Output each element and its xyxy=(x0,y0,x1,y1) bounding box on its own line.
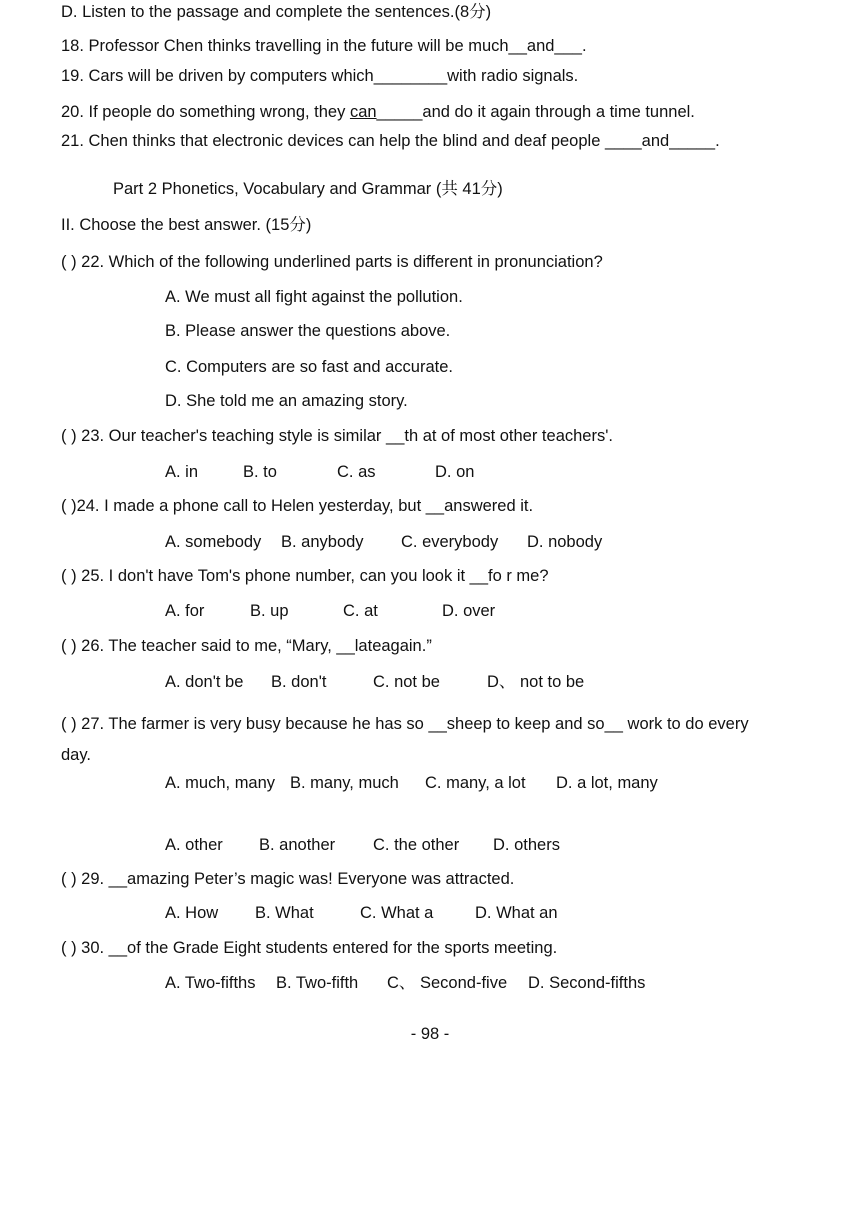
q22-option-a: A. We must all fight against the pollution. xyxy=(165,288,463,306)
question-25: ( ) 25. I don't have Tom's phone number, can you look it __fo r me? xyxy=(61,567,549,585)
question-29: ( ) 29. __amazing Peter’s magic was! Everyone was attracted. xyxy=(61,870,515,888)
q26-options xyxy=(165,672,584,692)
q26-option-b: B. don't xyxy=(271,673,327,691)
q30-option-b: B. Two-fifth xyxy=(276,974,359,992)
question-20 xyxy=(61,102,695,122)
q28-option-a: A. other xyxy=(165,836,223,854)
question-22: ( ) 22. Which of the following underlined parts is different in pronunciation? xyxy=(61,253,603,271)
q25-options xyxy=(165,601,495,621)
question-23: ( ) 23. Our teacher's teaching style is similar __th at of most other teachers'. xyxy=(61,427,613,445)
listening-section-header: D. Listen to the passage and complete the sentences.(8分) xyxy=(61,3,492,21)
q24-option-c: C. everybody xyxy=(401,533,499,551)
q29-option-b: B. What xyxy=(255,904,314,922)
q30-options xyxy=(165,973,645,993)
q20-after: _____and do it again through a time tunnel. xyxy=(376,103,695,121)
question-19: 19. Cars will be driven by computers which________with radio signals. xyxy=(61,67,579,85)
q25-option-d: D. over xyxy=(442,602,496,620)
question-27-line-1: ( ) 27. The farmer is very busy because he has so __sheep to keep and so__ work to do every xyxy=(61,715,749,733)
q30-option-c: C、 Second-five xyxy=(387,974,508,992)
q27-option-b: B. many, much xyxy=(290,774,399,792)
q24-option-a: A. somebody xyxy=(165,533,262,551)
q20-underlined: can xyxy=(349,103,377,121)
q29-option-a: A. How xyxy=(165,904,219,922)
question-26: ( ) 26. The teacher said to me, “Mary, __lateagain.” xyxy=(61,637,432,655)
q23-options xyxy=(165,462,474,482)
page-number: - 98 - xyxy=(410,1025,450,1043)
section-2-header: II. Choose the best answer. (15分) xyxy=(61,216,312,234)
q26-option-c: C. not be xyxy=(373,673,440,691)
q28-option-c: C. the other xyxy=(373,836,460,854)
q24-option-d: D. nobody xyxy=(527,533,603,551)
q28-option-d: D. others xyxy=(493,836,560,854)
question-21: 21. Chen thinks that electronic devices can help the blind and deaf people ____and_____. xyxy=(61,132,720,150)
q23-option-d: D. on xyxy=(435,463,475,481)
q26-option-d: D、 not to be xyxy=(487,673,585,691)
q20-before: 20. If people do something wrong, they xyxy=(61,103,350,121)
q23-option-a: A. in xyxy=(165,463,199,481)
q28-option-b: B. another xyxy=(259,836,336,854)
q23-option-c: C. as xyxy=(337,463,376,481)
q29-option-c: C. What a xyxy=(360,904,434,922)
q29-options xyxy=(165,903,558,923)
q22-option-b: B. Please answer the questions above. xyxy=(165,322,451,340)
q24-options xyxy=(165,532,602,552)
question-24: ( )24. I made a phone call to Helen yesterday, but __answered it. xyxy=(61,497,534,515)
q25-option-a: A. for xyxy=(165,602,205,620)
q25-option-b: B. up xyxy=(250,602,289,620)
question-18: 18. Professor Chen thinks travelling in the future will be much__and___. xyxy=(61,37,587,55)
q25-option-c: C. at xyxy=(343,602,378,620)
question-27-line-2: day. xyxy=(61,746,91,764)
question-30: ( ) 30. __of the Grade Eight students entered for the sports meeting. xyxy=(61,939,558,957)
q28-options xyxy=(165,835,560,855)
q24-option-b: B. anybody xyxy=(281,533,364,551)
q27-option-c: C. many, a lot xyxy=(425,774,526,792)
part2-title: Part 2 Phonetics, Vocabulary and Grammar (共 41分) xyxy=(113,180,503,198)
q27-options xyxy=(165,773,658,793)
q27-option-a: A. much, many xyxy=(165,774,276,792)
q22-option-d: D. She told me an amazing story. xyxy=(165,392,408,410)
q30-option-d: D. Second-fifths xyxy=(528,974,646,992)
q22-option-c: C. Computers are so fast and accurate. xyxy=(165,358,453,376)
q26-option-a: A. don't be xyxy=(165,673,244,691)
q30-option-a: A. Two-fifths xyxy=(165,974,256,992)
q23-option-b: B. to xyxy=(243,463,277,481)
q29-option-d: D. What an xyxy=(475,904,558,922)
q27-option-d: D. a lot, many xyxy=(556,774,658,792)
